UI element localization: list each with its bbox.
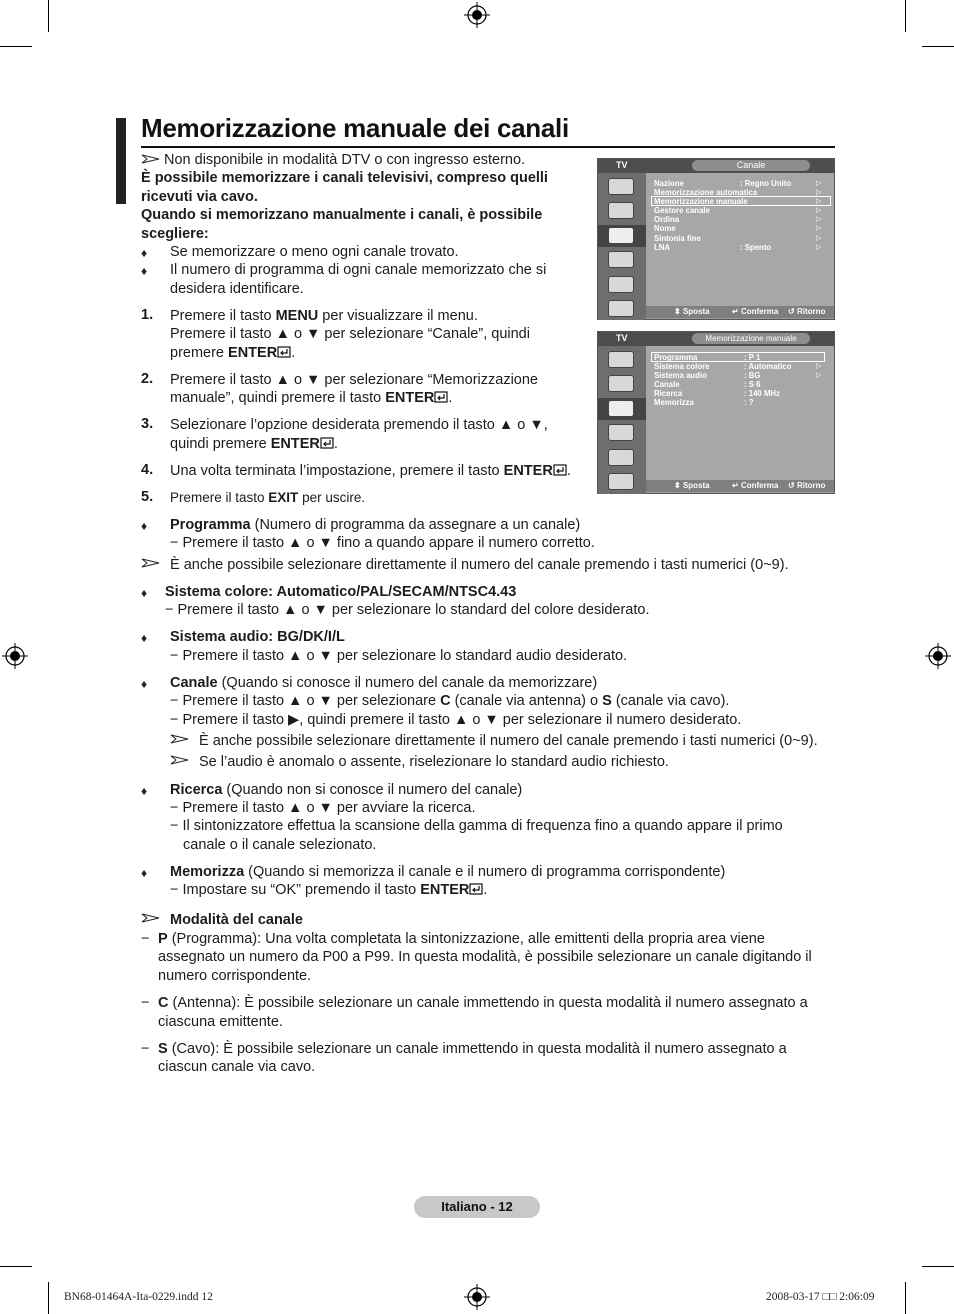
input-icon — [608, 276, 634, 293]
osd-row-value: : S 6 — [744, 380, 761, 389]
note-arrow-icon — [141, 154, 161, 164]
modalita-heading: Modalità del canale — [170, 912, 303, 928]
channel-icon — [608, 227, 634, 244]
arrow-right-icon: ▷ — [816, 216, 822, 223]
crop-mark — [0, 1266, 32, 1267]
date-slug: 2008-03-17 □□ 2:06:09 — [766, 1291, 875, 1303]
osd-menu-canale — [597, 158, 835, 320]
note-arrow-icon — [141, 558, 161, 568]
osd-tv-label: TV — [616, 333, 628, 343]
dash: − — [141, 931, 150, 947]
osd-row-value: : 140 MHz — [744, 389, 780, 398]
canale-heading: Canale (Quando si conosce il numero del canale da memorizzare) — [170, 675, 598, 691]
sistema-audio-line-1: − Premere il tasto ▲ o ▼ per selezionare lo standard audio desiderato. — [170, 648, 628, 664]
bullet-icon: ♦ — [141, 631, 148, 645]
intro-bullet-2b: desidera identificare. — [170, 281, 304, 297]
osd-menu-memorizzazione-manuale — [597, 331, 835, 494]
intro-bold-1a: È possibile memorizzare i canali televisivi, compreso quelli — [141, 170, 548, 186]
osd-row-label[interactable]: Memorizzazione automatica — [654, 188, 758, 197]
osd-row-label[interactable]: Programma — [654, 353, 698, 362]
osd-row-value: : Spento — [740, 243, 772, 252]
programma-heading: Programma (Numero di programma da assegnare a un canale) — [170, 517, 581, 533]
file-slug: BN68-01464A-Ita-0229.indd 12 — [64, 1291, 213, 1303]
setup-icon — [608, 251, 634, 268]
crop-mark — [922, 46, 954, 47]
osd-tab-title: Memorizzazione manuale — [692, 333, 810, 344]
channel-icon — [608, 400, 634, 417]
bullet-icon: ♦ — [141, 246, 148, 260]
ricerca-line-2: − Il sintonizzatore effettua la scansione della gamma di frequenza fino a quando appare il primo — [170, 818, 783, 834]
canale-note-2: Se l’audio è anomalo o assente, riselezionare lo standard audio richiesto. — [199, 754, 669, 770]
enter-icon — [469, 883, 483, 895]
bullet-icon: ♦ — [141, 784, 148, 798]
registration-mark-icon — [464, 1284, 490, 1310]
osd-row-value: : P 1 — [744, 353, 761, 362]
crop-mark — [905, 1282, 906, 1314]
enter-icon — [553, 464, 567, 476]
intro-bold-1b: ricevuti via cavo. — [141, 189, 258, 205]
osd-row-label[interactable]: Sistema audio — [654, 371, 707, 380]
osd-sposta: ⬍ Sposta — [674, 481, 710, 490]
osd-row-label[interactable]: Ordina — [654, 215, 680, 224]
arrow-right-icon: ▷ — [816, 207, 822, 214]
canale-line-1: − Premere il tasto ▲ o ▼ per selezionare C (canale via antenna) o S (canale via cavo). — [170, 693, 730, 709]
setup-icon — [608, 424, 634, 441]
crop-mark — [905, 0, 906, 32]
note-arrow-icon — [141, 913, 161, 923]
picture-icon — [608, 351, 634, 368]
ricerca-line-3: canale o il canale selezionato. — [183, 837, 377, 853]
title-underline — [141, 146, 835, 148]
note-arrow-icon — [170, 755, 190, 765]
bullet-icon: ♦ — [141, 519, 148, 533]
modalita-p-line-1: P (Programma): Una volta completata la sintonizzazione, alle emittenti della propria area viene — [158, 931, 765, 947]
step-1-line-3: premere ENTER . — [170, 345, 296, 361]
osd-row-label[interactable]: Memorizza — [654, 398, 694, 407]
digital-icon — [608, 300, 634, 317]
digital-icon — [608, 473, 634, 490]
input-icon — [608, 449, 634, 466]
arrow-right-icon: ▷ — [816, 198, 822, 205]
memorizza-heading: Memorizza (Quando si memorizza il canale e il numero di programma corrispondente) — [170, 864, 726, 880]
step-4-line-1: Una volta terminata l’impostazione, premere il tasto ENTER . — [170, 463, 571, 479]
enter-icon — [320, 437, 334, 449]
modalita-c-line-1: C (Antenna): È possibile selezionare un canale immettendo in questa modalità il numero assegnato a — [158, 995, 808, 1011]
sound-icon — [608, 375, 634, 392]
dash: − — [141, 1041, 150, 1057]
osd-row-label[interactable]: Memorizzazione manuale — [654, 197, 748, 206]
osd-row-label[interactable]: Gestore canale — [654, 206, 710, 215]
step-5-line-1: Premere il tasto EXIT per uscire. — [170, 490, 366, 505]
bullet-icon: ♦ — [141, 264, 148, 278]
osd-row-label[interactable]: Nome — [654, 224, 676, 233]
sistema-audio-heading: Sistema audio: BG/DK/I/L — [170, 629, 345, 645]
modalita-s-line-2: ciascun canale via cavo. — [158, 1059, 316, 1075]
canale-note-1: È anche possibile selezionare direttamente il numero del canale premendo i tasti numerici (0~9). — [199, 733, 818, 749]
bullet-icon: ♦ — [141, 586, 148, 600]
modalita-p-line-3: numero corrispondente. — [158, 968, 312, 984]
step-number: 2. — [141, 371, 154, 387]
crop-mark — [48, 0, 49, 32]
step-number: 3. — [141, 416, 154, 432]
arrow-right-icon: ▷ — [816, 189, 822, 196]
osd-tab-title: Canale — [692, 160, 810, 171]
step-number: 5. — [141, 489, 154, 505]
enter-icon — [277, 346, 291, 358]
arrow-right-icon: ▷ — [816, 372, 822, 379]
step-2-line-2: manuale”, quindi premere il tasto ENTER . — [170, 390, 453, 406]
picture-icon — [608, 178, 634, 195]
osd-tv-label: TV — [616, 160, 628, 170]
crop-mark — [922, 1266, 954, 1267]
registration-mark-icon — [925, 643, 951, 669]
osd-sposta: ⬍ Sposta — [674, 307, 710, 316]
osd-icon-column — [598, 173, 646, 320]
title-accent-gap — [126, 118, 132, 204]
dash: − — [141, 995, 150, 1011]
osd-conferma: ↵ Conferma — [732, 481, 779, 490]
intro-note: Non disponibile in modalità DTV o con ingresso esterno. — [164, 152, 526, 168]
sistema-colore-line-1: − Premere il tasto ▲ o ▼ per selezionare lo standard del colore desiderato. — [165, 602, 650, 618]
osd-row-label[interactable]: LNA — [654, 243, 671, 252]
ricerca-line-1: − Premere il tasto ▲ o ▼ per avviare la ricerca. — [170, 800, 476, 816]
crop-mark — [0, 46, 32, 47]
page-number-badge: Italiano - 12 — [414, 1196, 540, 1218]
step-3-line-1: Selezionare l’opzione desiderata premendo il tasto ▲ o ▼, — [170, 417, 548, 433]
ricerca-heading: Ricerca (Quando non si conosce il numero del canale) — [170, 782, 523, 798]
step-2-line-1: Premere il tasto ▲ o ▼ per selezionare “Memorizzazione — [170, 372, 538, 388]
modalita-c-line-2: ciascuna emittente. — [158, 1014, 283, 1030]
osd-conferma: ↵ Conferma — [732, 307, 779, 316]
osd-row-label[interactable]: Sintonia fine — [654, 234, 701, 243]
osd-row-label[interactable]: Nazione — [654, 179, 684, 188]
step-number: 4. — [141, 462, 154, 478]
osd-row-label[interactable]: Ricerca — [654, 389, 683, 398]
intro-bold-2b: scegliere: — [141, 226, 209, 242]
crop-mark — [48, 1282, 49, 1314]
enter-icon — [434, 391, 448, 403]
programma-note: È anche possibile selezionare direttamente il numero del canale premendo i tasti numerici (0~9). — [170, 557, 789, 573]
bullet-icon: ♦ — [141, 677, 148, 691]
osd-row-label[interactable]: Sistema colore — [654, 362, 710, 371]
step-1-line-2: Premere il tasto ▲ o ▼ per selezionare “Canale”, quindi — [170, 326, 530, 342]
step-number: 1. — [141, 307, 154, 323]
osd-row-label[interactable]: Canale — [654, 380, 680, 389]
intro-bold-2a: Quando si memorizzano manualmente i canali, è possibile — [141, 207, 543, 223]
note-arrow-icon — [170, 734, 190, 744]
modalita-s-line-1: S (Cavo): È possibile selezionare un canale immettendo in questa modalità il numero assegnato a — [158, 1041, 787, 1057]
sound-icon — [608, 202, 634, 219]
canale-line-2: − Premere il tasto ▶, quindi premere il tasto ▲ o ▼ per selezionare il numero desiderato. — [170, 712, 742, 728]
arrow-right-icon: ▷ — [816, 180, 822, 187]
osd-row-value: : BG — [744, 371, 761, 380]
arrow-right-icon: ▷ — [816, 235, 822, 242]
osd-ritorno: ↺ Ritorno — [788, 307, 826, 316]
arrow-right-icon: ▷ — [816, 244, 822, 251]
sistema-colore-heading: Sistema colore: Automatico/PAL/SECAM/NTSC4.43 — [165, 584, 517, 600]
page-title: Memorizzazione manuale dei canali — [141, 113, 569, 143]
intro-bullet-1: Se memorizzare o meno ogni canale trovato. — [170, 244, 459, 260]
step-3-line-2: quindi premere ENTER . — [170, 436, 338, 452]
osd-row-value: : Regno Unito — [740, 179, 792, 188]
bullet-icon: ♦ — [141, 866, 148, 880]
intro-bullet-2a: Il numero di programma di ogni canale memorizzato che si — [170, 262, 547, 278]
osd-ritorno: ↺ Ritorno — [788, 481, 826, 490]
arrow-right-icon: ▷ — [816, 363, 822, 370]
registration-mark-icon — [2, 643, 28, 669]
registration-mark-icon — [464, 2, 490, 28]
modalita-p-line-2: assegnato un numero da P00 a P99. In questa modalità, è possibile selezionare un canale digitando il — [158, 949, 812, 965]
osd-row-value: : ? — [744, 398, 754, 407]
osd-icon-column — [598, 346, 646, 494]
memorizza-line-1: − Impostare su “OK” premendo il tasto ENTER . — [170, 882, 488, 898]
arrow-right-icon: ▷ — [816, 225, 822, 232]
step-1-line-1: Premere il tasto MENU per visualizzare il menu. — [170, 308, 478, 324]
programma-line-1: − Premere il tasto ▲ o ▼ fino a quando appare il numero corretto. — [170, 535, 595, 551]
osd-row-value: : Automatico — [744, 362, 792, 371]
